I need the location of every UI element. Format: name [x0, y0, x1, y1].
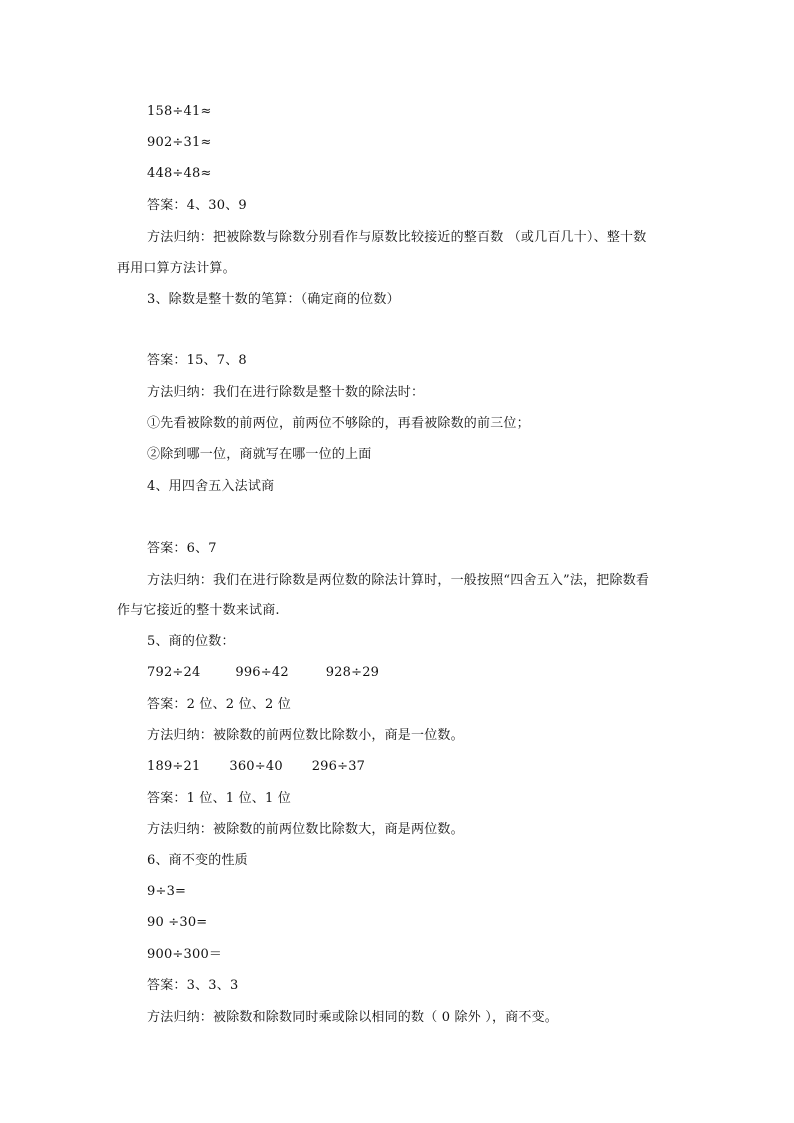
answer-line: 答案：3、3、3	[147, 978, 239, 993]
answer-line: 答案：4、30、9	[147, 198, 247, 213]
section-heading: 6、商不变的性质	[147, 853, 248, 868]
expression: 928÷29	[325, 665, 380, 680]
expression: 189÷21	[147, 759, 201, 774]
expression-line: 90 ÷30=	[147, 915, 208, 930]
expression-line: 158÷41≈	[147, 104, 212, 119]
expression: 996÷42	[235, 665, 289, 680]
answer-line: 答案：2 位、2 位、2 位	[147, 697, 292, 712]
answer-line: 答案：6、7	[147, 541, 217, 556]
method-summary: 方法归纳：把被除数与除数分别看作与原数比较接近的整百数 （或几百几十）、整十数	[147, 230, 647, 245]
expression-row	[147, 758, 365, 776]
expression: 296÷37	[311, 759, 366, 774]
section-heading: 5、商的位数：	[147, 634, 235, 649]
expression-line: 448÷48≈	[147, 166, 212, 181]
method-step: ②除到哪一位，商就写在哪一位的上面	[147, 447, 372, 462]
method-step: ①先看被除数的前两位，前两位不够除的，再看被除数的前三位；	[147, 416, 530, 431]
section-heading: 3、除数是整十数的笔算：（确定商的位数）	[147, 292, 400, 307]
method-summary: 方法归纳：我们在进行除数是两位数的除法计算时，一般按照“四舍五入”法，把除数看	[147, 573, 650, 588]
expression-row	[147, 664, 379, 682]
expression: 792÷24	[147, 665, 201, 680]
method-summary-continuation: 作与它接近的整十数来试商.	[117, 603, 280, 618]
expression-line: 902÷31≈	[147, 135, 212, 150]
method-summary: 方法归纳：我们在进行除数是整十数的除法时：	[147, 385, 425, 400]
expression-line: 900÷300＝	[147, 947, 223, 962]
answer-line: 答案：1 位、1 位、1 位	[147, 791, 292, 806]
section-heading: 4、用四舍五入法试商	[147, 479, 275, 494]
method-summary: 方法归纳：被除数和除数同时乘或除以相同的数（ 0 除外 ），商不变。	[147, 1010, 558, 1025]
answer-line: 答案：15、7、8	[147, 353, 247, 368]
expression-line: 9÷3=	[147, 884, 187, 899]
method-summary: 方法归纳：被除数的前两位数比除数大，商是两位数。	[147, 822, 464, 837]
expression: 360÷40	[229, 759, 283, 774]
method-summary: 方法归纳：被除数的前两位数比除数小，商是一位数。	[147, 728, 464, 743]
method-summary-continuation: 再用口算方法计算。	[117, 261, 236, 276]
